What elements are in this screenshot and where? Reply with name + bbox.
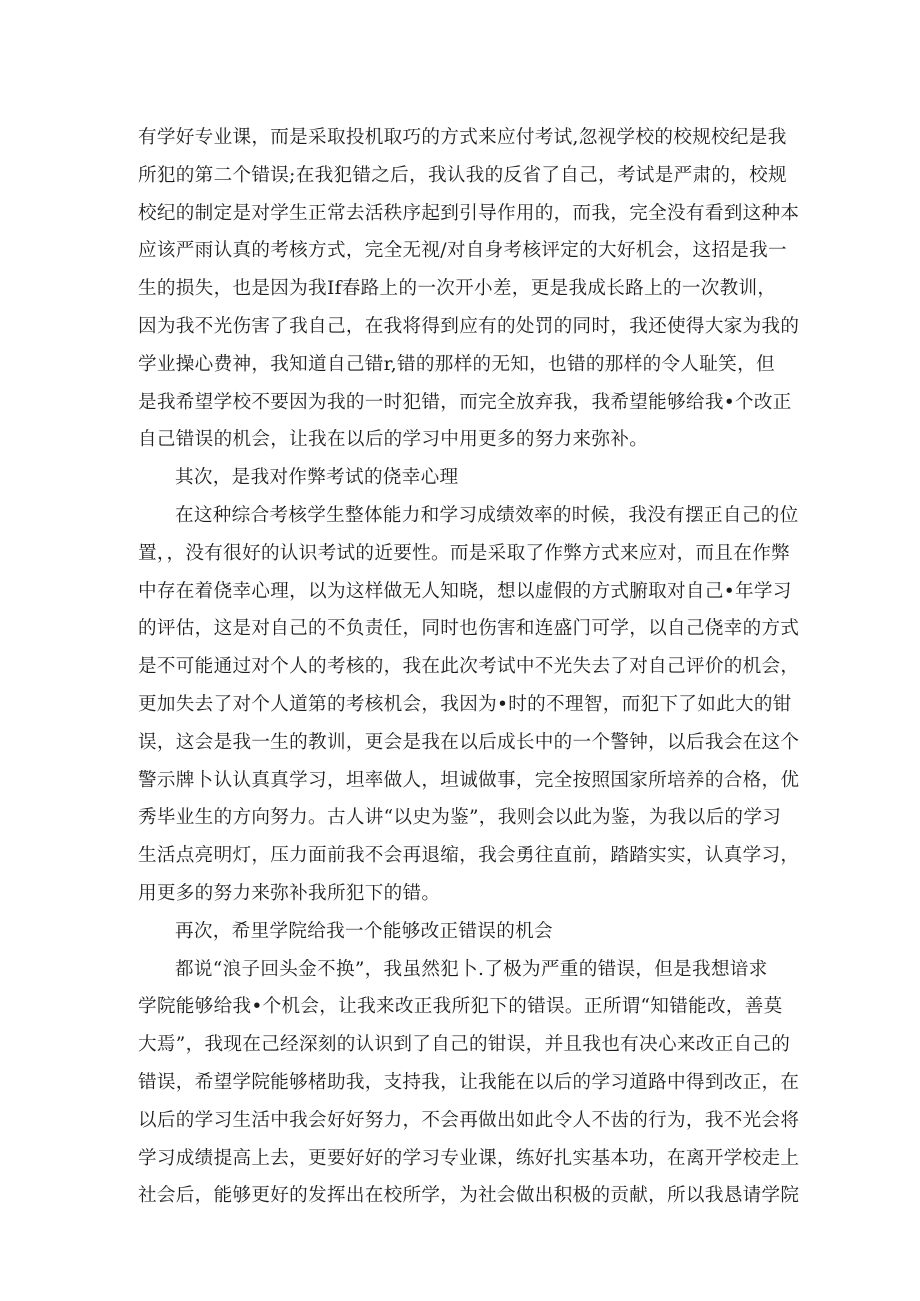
text-line: 误，这会是我一生的教训，更会是我在以后成长中的一个警钟，以后我会在这个 (138, 731, 800, 753)
text-line: 都说“浪子回头金不换”，我虽然犯卜.了极为严重的错误，但是我想谙求 (175, 958, 768, 980)
text-line: 生的损失，也是因为我If春路上的一次开小差，更是我成长路上的一次教训， (138, 278, 777, 300)
text-line: 社会后，能够更好的发挥出在校所学，为社会做出积极的贡献，所以我恳请学院 (138, 1185, 800, 1207)
text-line: 是我希望学校不要因为我的一时犯错，而完全放弃我，我希望能够给我•个改正 (138, 391, 792, 413)
text-line: 更加失去了对个人道第的考核机会，我因为•时的不理智，而犯下了如此大的钳 (138, 693, 792, 715)
text-line: 学业操心费神，我知道自己错r,错的那样的无知，也错的那样的令人耻笑，但 (138, 353, 775, 375)
text-line: 生活点亮明灯，压力面前我不会再退缩，我会勇往直前，踏踏实实，认真学习， (138, 845, 800, 867)
text-line: 其次，是我对作弊考试的侥幸心理 (175, 467, 459, 489)
text-line: 警示牌卜认认真真学习，坦率做人，坦诚做事，完全按照国家所培养的合格，优 (138, 769, 800, 791)
text-line: 再次，希里学院给我一个能够改正错误的机会 (175, 920, 553, 942)
text-line: 以后的学习生活中我会好好努力，不会再做出如此令人不齿的行为，我不光会将 (138, 1109, 800, 1131)
text-line: 在这种综合考核学生整体能力和学习成绩效率的时候，我没有摆正自己的位 (175, 504, 799, 526)
text-line: 中存在着侥幸心理，以为这样做无人知晓，想以虚假的方式腑取对自己•年学习 (138, 580, 792, 602)
document-body (138, 119, 798, 1215)
text-line: 所犯的第二个错误;在我犯错之后，我认我的反省了自己，考试是严肃的，校规 (138, 164, 787, 186)
text-line: 校纪的制定是对学生正常去活秩序起到引导作用的，而我，完全没有看到这种本 (138, 202, 800, 224)
text-line: 是不可能通过对个人的考核的，我在此次考试中不光失去了对自己评价的机会， (138, 656, 800, 678)
text-line: 置，，没有很好的认识考试的近要性。而是采取了作弊方式来应对，而且在作弊 (138, 542, 790, 564)
text-line: 大焉”，我现在己经深刻的认识到了自己的钳误，并且我也有决心来改正自己的 (138, 1034, 791, 1056)
text-line: 学习成绩提高上去，更要好好的学习专业课，练好扎实基本功，在离开学校走上 (138, 1147, 800, 1169)
text-line: 有学好专业课，而是采取投机取巧的方式来应付考试,忽视学校的校规校纪是我 (138, 127, 787, 148)
text-line: 秀毕业生的方向努力。古人讲“以史为鉴”，我则会以此为鉴，为我以后的学习 (138, 807, 782, 829)
text-line: 用更多的努力来弥补我所犯下的错。 (138, 882, 441, 904)
text-line: 自己错误的机会，让我在以后的学习中用更多的努力来弥补。 (138, 429, 649, 451)
text-line: 错误，希望学院能够楮助我，支持我，让我能在以后的学习道路中得到改正，在 (138, 1071, 800, 1093)
text-line: 的评估，这是对自己的不负责任，同时也伤害和连盛门可学，以自己侥幸的方式 (138, 618, 800, 640)
text-line: 应该严雨认真的考核方式，完全无视/对自身考核评定的大好机会，这招是我一 (138, 240, 787, 262)
text-line: 因为我不光伤害了我自己，在我将得到应有的处罚的同时，我还使得大家为我的 (138, 315, 800, 337)
text-line: 学院能够给我•个机会，让我来改正我所犯下的错误。正所谓“知错能改，善莫 (138, 996, 783, 1018)
